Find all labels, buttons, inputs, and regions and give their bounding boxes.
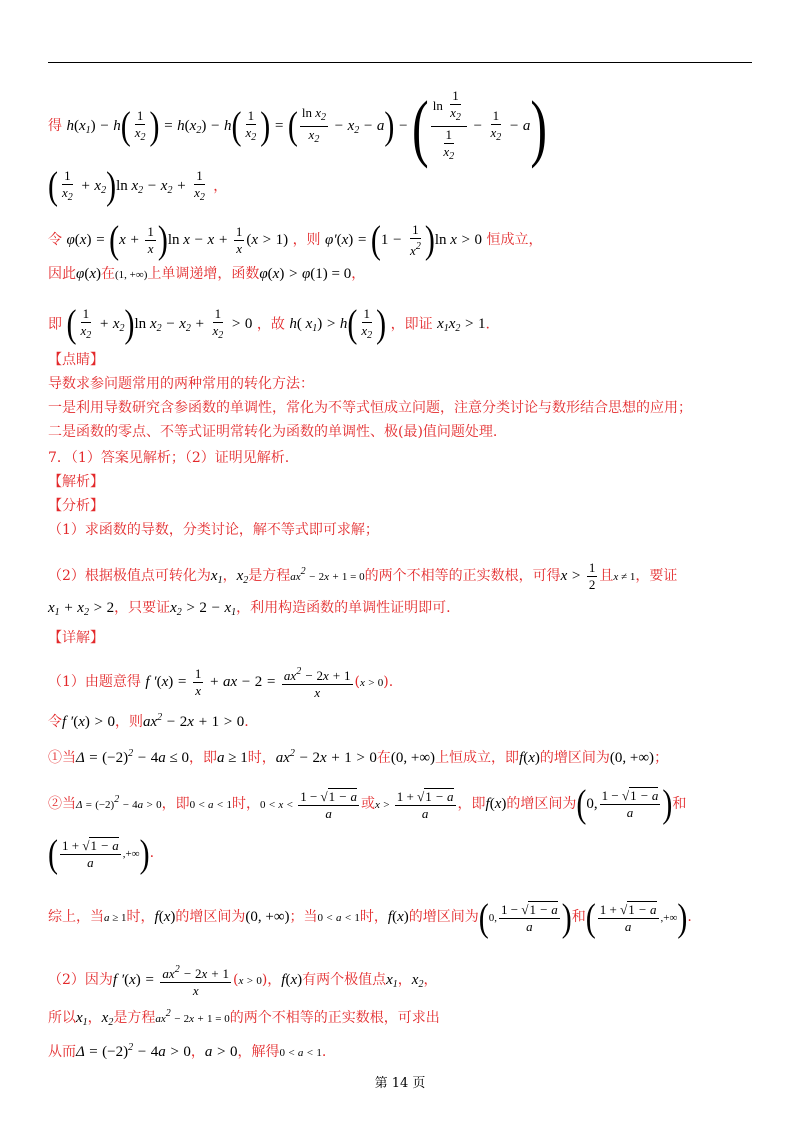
xiangjie-p8: 所以$x_1$，$x_2$是方程ax2 − 2x + 1 = 0的两个不相等的正实数根，可求出 — [48, 1008, 440, 1028]
dianjing-p3: 二是函数的零点、不等式证明常转化为函数的单调性、极(最)值问题处理. — [48, 424, 498, 440]
xiangjie-p4: ②当Δ = (−2)2 − 4a > 0，即0 < a < 1时，0 < x < $\frac{1 - √1 - a}{a}$ 或x > $\frac{1 + √1 - a}{a}$ ，即f(x)的增区间为(0, $\frac{1 - √1 - a}{a}$ )和 — [48, 782, 687, 826]
heading-dianjing: 【点睛】 — [48, 352, 104, 368]
page-number: 第 14 页 — [374, 1076, 426, 1091]
line-phi-definition: 令 φ(x) = (x + $\frac{1}{x}$ )ln x − x + $\frac{1}{x}$ (x > 1) ，则 φ′(x) = (1 − $\frac{1}{x^2}$ )ln x > 0 恒成立， — [48, 218, 543, 262]
xiangjie-p3: ①当$\Delta = (-2)^2 - 4a \le 0$，即a ≥ 1时，$ax^2 - 2x + 1 > 0$在(0, +∞)上恒成立，即f(x)的增区间为(0, +∞)； — [48, 748, 669, 766]
xiangjie-p5: ( $\frac{1 + √1 - a}{a}$ ,+∞). — [48, 832, 155, 876]
fenxi-p2: （2）根据极值点可转化为$x_1$，$x_2$是方程ax2 − 2x + 1 = 0的两个不相等的正实数根，可得x > $\frac{1}{2}$ 且x ≠ 1，要证 — [48, 560, 678, 592]
heading-jiexi: 【解析】 — [48, 474, 104, 490]
xiangjie-p1: （1）由题意得 f ′(x) = $\frac{1}{x}$ + ax − 2 = $\frac{ax^2 - 2x + 1}{x}$ (x > 0). — [48, 666, 394, 700]
q7-answer: 7．（1）答案见解析；（2）证明见解析. — [48, 450, 290, 466]
line-h-difference: 得 $h(x_1) - h$( $\frac{1}{x_2}$ ) = $h(x_2) - h$( $\frac{1}{x_2}$ ) = ( $\frac{\ln x_2}{x_2}$ − $x_2 - a$) − ( ln $\frac{1}{x_2}$ $\frac{1}{x_2}$ − $\frac{1}{x_2}$ − a) — [48, 84, 548, 169]
heading-xiangjie: 【详解】 — [48, 630, 104, 646]
formula-continuation: ( $\frac{1}{x_2}$ + $x_2)\ln$ $x_2 - x_2$ + $\frac{1}{x_2}$ — [48, 164, 205, 208]
line-conclusion: 即 ( $\frac{1}{x_2}$ + $x_2)\ln$ $x_2 - x_2$ + $\frac{1}{x_2}$ > 0 ，故 h( $x_1) > h$( $\frac{1}{x_2}$ ) ，即证 $x_1x_2 > 1$. — [48, 302, 490, 346]
xiangjie-p9: 从而$\Delta = (-2)^2 - 4a > 0$，a > 0，解得0 < a < 1. — [48, 1042, 327, 1060]
header-rule — [48, 62, 752, 63]
line-continuation: ( $\frac{1}{x_2}$ + $x_2)\ln$ $x_2 - x_2$ + $\frac{1}{x_2}$ ， — [48, 164, 228, 208]
fenxi-p1: （1）求函数的导数，分类讨论，解不等式即可求解； — [48, 522, 379, 538]
dianjing-p1: 导数求参问题常用的两种常用的转化方法： — [48, 376, 314, 392]
heading-fenxi: 【分析】 — [48, 498, 104, 514]
dianjing-p2: 一是利用导数研究含参函数的单调性，常化为不等式恒成立问题，注意分类讨论与数形结合思想的应用； — [48, 400, 692, 416]
formula-h-diff: $h(x_1) - h$( $\frac{1}{x_2}$ ) = $h(x_2) - h$( $\frac{1}{x_2}$ ) = ( $\frac{\ln x_2}{x_2}$ − $x_2 - a$) − ( ln $\frac{1}{x_2}$ $\frac{1}{x_2}$ − $\frac{1}{x_2}$ − a) — [66, 84, 548, 169]
line-monotonic: 因此φ(x)在(1, +∞)上单调递增，函数φ(x) > φ(1) = 0， — [48, 266, 366, 282]
fenxi-p3: $x_1 + x_2 > 2$，只要证$x_2 > 2 - x_1$，利用构造函数的单调性证明即可. — [48, 600, 451, 618]
xiangjie-p6: 综上，当a ≥ 1时，f(x)的增区间为(0, +∞)；当0 < a < 1时，f(x)的增区间为(0, $\frac{1 - √1 - a}{a}$ )和( $\frac{1 + √1 - a}{a}$ ,+∞). — [48, 896, 692, 940]
xiangjie-p7: （2）因为f ′(x) = $\frac{ax^2 - 2x + 1}{x}$ (x > 0)，f(x)有两个极值点$x_1$，$x_2$， — [48, 964, 438, 998]
formula-phi-derivative: φ′(x) = (1 − $\frac{1}{x^2}$ )ln x > 0 — [325, 218, 483, 262]
xiangjie-p2: 令f ′(x) > 0，则$ax^2 - 2x + 1 > 0$. — [48, 712, 249, 730]
formula-phi: φ(x) = (x + $\frac{1}{x}$ )ln x − x + $\frac{1}{x}$ (x > 1) — [66, 218, 289, 262]
